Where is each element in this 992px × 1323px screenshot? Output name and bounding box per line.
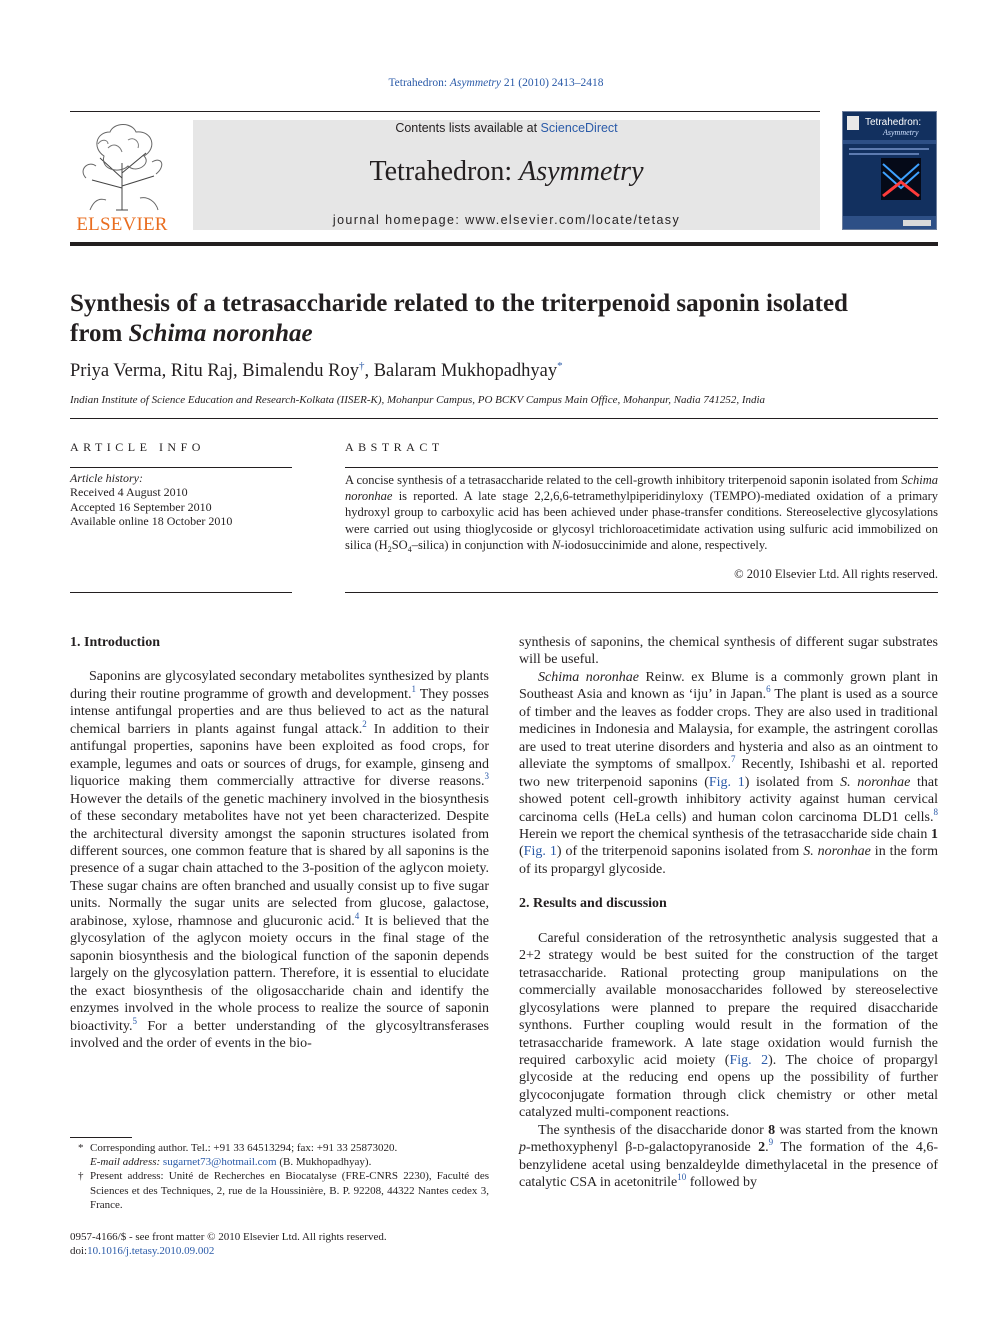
small-caps-d: d — [636, 1140, 645, 1156]
body-column-right — [519, 634, 938, 1192]
results-paragraph-1 — [519, 930, 938, 1122]
journal-cover-image[interactable] — [842, 111, 937, 230]
article-info-heading: ARTICLE INFO — [70, 440, 205, 454]
article-history — [70, 471, 300, 528]
species-name: Schima noronhae — [538, 669, 639, 685]
footnotes — [70, 1141, 489, 1212]
text-run: The formation of the 4,6-benzylidene acetal using benzaldeylde dimethylacetal in the presence of catalytic CSA in acetonitrile — [519, 1140, 938, 1191]
article-title — [70, 289, 938, 349]
text-run: It is believed that the glycosylation of the aglycon moiety occurs in the final stage of the saponin biosynthesis and the biological function of the saponin depends largely on the glycosylation pattern. Therefore, it is essential to elucidate the exact biosynthesis of the oligosaccharide chain and identify the enzymes involved in the whole process to realize the source of saponin bioactivity. — [70, 913, 489, 1034]
citation-journal: Tetrahedron: — [388, 77, 450, 89]
abstract-part: SO — [391, 537, 408, 552]
text-run: The plant is used as a source of timber and the leaves as fodder crops. They are also used in traditional medicines in Indonesia and Malaysia, for example, the astringent corollas are used to treat uterine disorders and hysteria and also as an ointment to alleviate the symptoms of smallpox. — [519, 687, 938, 773]
abstract-part: -iodosuccinimide and alone, respectively. — [560, 537, 768, 552]
cover-subtitle: Asymmetry — [883, 128, 919, 137]
species-name: S. noronhae — [840, 774, 911, 790]
title-species: Schima noronhae — [128, 320, 313, 347]
doi-label: doi: — [70, 1245, 88, 1258]
abstract-subscript: 2 — [387, 544, 392, 554]
text-run: The synthesis of the disaccharide donor — [538, 1122, 769, 1138]
italic-prefix: p — [519, 1140, 526, 1156]
intro-paragraph-1-continued: synthesis of saponins, the chemical synthesis of different sugar substrates will be useful. — [519, 635, 938, 668]
abstract-rule-bottom — [345, 592, 938, 593]
footnote-text: Present address: Unité de Recherches en Biocatalyse (FRE-CNRS 2230), Faculté des Sciences et des Techniques, 2, rue de la Houssinière, B. P. 92208, 44322 Nantes cedex 3, France. — [90, 1170, 489, 1211]
reference-link[interactable]: 4 — [354, 910, 360, 921]
body-column-left — [70, 634, 489, 1052]
abstract-subscript: 4 — [407, 544, 412, 554]
journal-title — [193, 156, 820, 188]
citation-volume-pages: 21 (2010) 2413–2418 — [501, 77, 604, 89]
footnote-rule — [70, 1137, 132, 1138]
text-run: ). The choice of propargyl glycoside at the reducing end opens up the possibility of further glycoconjugate formation through click chemistry or other metal catalyzed multi-component reactions. — [519, 1052, 938, 1121]
email-label: E-mail address: — [90, 1156, 163, 1169]
corresponding-author-mark[interactable]: * — [557, 360, 563, 372]
compound-number: 8 — [768, 1122, 776, 1138]
contents-line — [193, 121, 820, 135]
text-run: . — [765, 1140, 769, 1156]
footnote-mark: * — [78, 1142, 84, 1154]
reference-link[interactable]: 10 — [677, 1172, 687, 1183]
footnote-text: Corresponding author. Tel.: +91 33 64513294; fax: +91 33 25873020. — [90, 1142, 398, 1154]
text-run: ) of the triterpenoid saponins isolated from — [556, 844, 804, 860]
text-run: -methoxyphenyl β- — [526, 1140, 637, 1156]
issn-line: 0957-4166/$ - see front matter © 2010 Elsevier Ltd. All rights reserved. — [70, 1231, 387, 1243]
journal-name-italic: Asymmetry — [519, 156, 644, 187]
cover-title: Tetrahedron: — [865, 117, 922, 128]
author-footnote-dagger[interactable]: † — [358, 360, 365, 372]
figure-link[interactable]: Fig. 2 — [729, 1052, 769, 1068]
elsevier-tree-icon — [70, 118, 174, 214]
title-line-2: from — [70, 320, 129, 347]
abstract-rule-top — [345, 467, 938, 468]
species-name: S. noronhae — [803, 844, 871, 860]
elsevier-logo[interactable] — [70, 118, 174, 235]
text-run: in the form of its propargyl glycoside. — [519, 844, 938, 877]
reference-link[interactable]: 7 — [731, 754, 736, 765]
text-run: ( — [519, 844, 524, 860]
footnote-mark: † — [78, 1170, 84, 1183]
author-list — [70, 360, 938, 382]
header-bar — [70, 242, 938, 246]
footnote-text: (B. Mukhopadhyay). — [276, 1156, 372, 1169]
footnote-corresponding — [70, 1141, 489, 1169]
elsevier-wordmark: ELSEVIER — [76, 214, 168, 235]
compound-number: 1 — [931, 826, 938, 842]
abstract-part: is reported. A late stage 2,2,6,6-tetramethylpiperidinyloxy (TEMPO)-mediated oxidation of a primary hydroxyl group to carboxylic acid has been achieved under phase-transfer conditions. Stereoselective glycosylations were carried out using thioglycoside or glycosyl trichloroacetimidate activation using sulfuric acid immobilized on silica (H — [345, 489, 938, 552]
reference-link[interactable]: 9 — [768, 1137, 774, 1148]
reference-link[interactable]: 1 — [411, 683, 416, 694]
journal-citation[interactable] — [0, 77, 992, 89]
title-line-1: Synthesis of a tetrasaccharide related to the triterpenoid saponin isolated — [70, 290, 848, 317]
text-run: Herein we report the chemical synthesis of the tetrasaccharide side chain — [519, 826, 931, 842]
text-run: However the details of the genetic machinery involved in the biosynthesis of these secondary metabolites have not yet been characterized. Despite the architectural diversity amongst the saponin structures isolated from different sources, one common feature that is shared by all saponins is the presence of a sugar chain attached to the 3-position of the aglycon moiety. These sugar chains are often branched and usually consist up to five sugar units. Normally the sugar units are selected from glucose, galactose, arabinose, xylose, rhamnose and glucuronic acid. — [70, 791, 489, 929]
abstract-species: Schima noronhae — [345, 473, 938, 504]
affiliation-rule — [70, 418, 938, 419]
reference-link[interactable]: 3 — [484, 771, 489, 782]
intro-paragraph-2 — [519, 669, 938, 878]
abstract-text — [345, 472, 938, 553]
header-top-rule — [70, 111, 820, 112]
text-run: Recently, Ishibashi et al. reported two new triterpenoid saponins ( — [519, 757, 939, 790]
journal-name: Tetrahedron: — [369, 156, 520, 187]
text-run: followed by — [686, 1175, 757, 1191]
footnote-present-address — [70, 1169, 489, 1212]
results-heading: 2. Results and discussion — [519, 896, 667, 912]
introduction-heading: 1. Introduction — [70, 635, 160, 650]
reference-link[interactable]: 5 — [132, 1015, 137, 1026]
reference-link[interactable]: 6 — [766, 684, 771, 695]
contents-prefix: Contents lists available at — [395, 121, 541, 135]
authors-first: Priya Verma, Ritu Raj, Bimalendu Roy — [70, 361, 359, 381]
article-info-rule-bottom — [70, 592, 292, 593]
affiliation: Indian Institute of Science Education and Research-Kolkata (IISER-K), Mohanpur Campus, PO BCKV Campus Main Office, Mohanpur, Nadia 741252, India — [70, 394, 766, 406]
received-date: Received 4 August 2010 — [70, 485, 188, 500]
reference-link[interactable]: 2 — [362, 718, 367, 729]
text-run: Reinw. ex Blume is a commonly grown plant in Southeast Asia and known as ‘iju’ in Japan. — [519, 669, 939, 703]
article-info-rule-top — [70, 467, 292, 468]
text-run: ) isolated from — [744, 774, 841, 790]
abstract-italic: N — [551, 537, 561, 552]
sciencedirect-link[interactable]: ScienceDirect — [540, 121, 618, 135]
text-run: -galactopyranoside — [644, 1140, 759, 1156]
text-run: In addition to their antifungal properties, saponins have been exploited as food crops, for example, legumes and oats or sources of drugs, for example, ginseng and liquorice making them commercially attractive for diverse reasons. — [70, 721, 490, 790]
compound-number: 2 — [758, 1140, 766, 1156]
intro-paragraph-1 — [70, 668, 489, 1052]
abstract-part: –silica) in conjunction with — [411, 537, 552, 552]
text-run: They posses intense antifungal properties and are thus believed to act as the natural chemical barriers in plants against fungal attack. — [70, 686, 489, 737]
accepted-date: Accepted 16 September 2010 — [70, 499, 212, 514]
email-link[interactable]: sugarnet73@hotmail.com — [162, 1156, 277, 1169]
abstract-copyright: © 2010 Elsevier Ltd. All rights reserved. — [734, 567, 938, 581]
citation-journal-italic: Asymmetry — [449, 77, 501, 89]
reference-link[interactable]: 8 — [933, 806, 938, 817]
doi-link[interactable]: 10.1016/j.tetasy.2010.09.002 — [87, 1245, 215, 1258]
history-label: Article history: — [70, 471, 143, 485]
text-run: was started from the known — [775, 1122, 938, 1138]
front-matter-info — [70, 1230, 489, 1258]
results-paragraph-2 — [519, 1122, 938, 1192]
journal-homepage-link[interactable]: journal homepage: www.elsevier.com/locate/tetasy — [332, 213, 681, 227]
online-date: Available online 18 October 2010 — [70, 513, 233, 528]
journal-masthead — [193, 120, 820, 230]
text-run: Careful consideration of the retrosynthetic analysis suggested that a 2+2 strategy would be best suited for the construction of the target tetrasaccharide. Rational protecting group manipulations on the commercially available monosaccharides followed by stereoselective glycosylations were planned to prepare the required disaccharide synthons. Further coupling would result in the formation of the tetrasaccharide framework. A late stage oxidation would furnish the required carboxylic acid moiety ( — [519, 930, 938, 1068]
figure-link[interactable]: Fig. 1 — [708, 774, 745, 790]
text-run: that showed potent cell-growth inhibitory activity against human cervical carcinoma cells (HeLa cells) and human colon carcinoma DLD1 cells. — [519, 774, 938, 825]
text-run: For a better understanding of the glycosyltransferases involved and the order of events in the bio- — [70, 1018, 489, 1051]
abstract-part: A concise synthesis of a tetrasaccharide related to the cell-growth inhibitory triterpenoid saponin isolated from — [345, 473, 902, 487]
figure-link[interactable]: Fig. 1 — [523, 844, 557, 860]
authors-last: , Balaram Mukhopadhyay — [364, 361, 558, 381]
abstract-heading: ABSTRACT — [345, 440, 444, 454]
text-run: Saponins are glycosylated secondary metabolites synthesized by plants during their routine programme of growth and development. — [70, 669, 489, 702]
